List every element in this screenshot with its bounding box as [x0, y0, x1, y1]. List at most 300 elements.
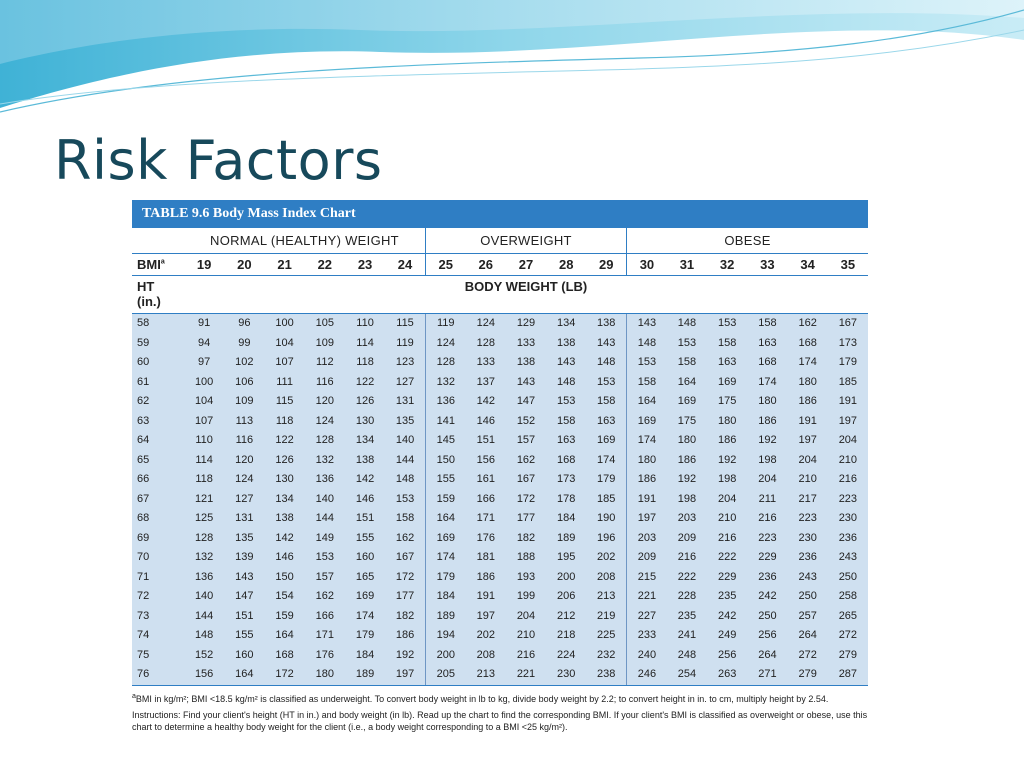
- weight-cell: 169: [345, 587, 385, 607]
- weight-cell: 225: [586, 626, 626, 646]
- weight-cell: 140: [385, 431, 425, 451]
- weight-cell: 180: [627, 451, 667, 471]
- weight-cell: 250: [788, 587, 828, 607]
- weight-cell: 258: [828, 587, 868, 607]
- weight-cell: 227: [627, 607, 667, 627]
- table-row: [132, 373, 868, 393]
- weight-cell: 100: [184, 373, 224, 393]
- weight-cell: 236: [747, 568, 787, 588]
- weight-cell: 169: [707, 373, 747, 393]
- weight-cell: 179: [586, 470, 626, 490]
- weight-cell: 188: [506, 548, 546, 568]
- weight-cell: 189: [425, 607, 465, 627]
- weight-cell: 114: [184, 451, 224, 471]
- weight-cell: 172: [385, 568, 425, 588]
- weight-cell: 223: [747, 529, 787, 549]
- weight-cell: 243: [788, 568, 828, 588]
- weight-cell: 172: [264, 665, 304, 685]
- height-value: 58: [132, 314, 184, 334]
- slide-title: Risk Factors: [54, 129, 383, 186]
- weight-cell: 142: [264, 529, 304, 549]
- weight-cell: 179: [425, 568, 465, 588]
- weight-cell: 135: [224, 529, 264, 549]
- bmi-value: 20: [224, 254, 264, 276]
- weight-cell: 203: [627, 529, 667, 549]
- weight-cell: 115: [264, 392, 304, 412]
- table-panel: [120, 190, 886, 750]
- weight-cell: 110: [184, 431, 224, 451]
- weight-cell: 169: [627, 412, 667, 432]
- weight-cell: 130: [345, 412, 385, 432]
- height-value: 61: [132, 373, 184, 393]
- table-row: [132, 392, 868, 412]
- weight-cell: 110: [345, 314, 385, 334]
- weight-cell: 182: [506, 529, 546, 549]
- weight-cell: 104: [184, 392, 224, 412]
- bmi-table-body: [132, 314, 868, 685]
- table-row: [132, 509, 868, 529]
- weight-cell: 111: [264, 373, 304, 393]
- weight-cell: 132: [184, 548, 224, 568]
- weight-cell: 186: [788, 392, 828, 412]
- height-value: 70: [132, 548, 184, 568]
- weight-cell: 105: [305, 314, 345, 334]
- weight-cell: 192: [667, 470, 707, 490]
- weight-cell: 158: [707, 334, 747, 354]
- height-label-line2: (in.): [137, 294, 161, 309]
- weight-cell: 156: [184, 665, 224, 685]
- table-row: [132, 353, 868, 373]
- weight-cell: 185: [586, 490, 626, 510]
- weight-cell: 235: [667, 607, 707, 627]
- weight-cell: 209: [627, 548, 667, 568]
- weight-cell: 180: [747, 392, 787, 412]
- bmi-value: 32: [707, 254, 747, 276]
- height-header-row: [132, 276, 868, 314]
- weight-cell: 128: [184, 529, 224, 549]
- weight-cell: 104: [264, 334, 304, 354]
- weight-cell: 222: [667, 568, 707, 588]
- weight-cell: 164: [425, 509, 465, 529]
- weight-cell: 230: [546, 665, 586, 685]
- weight-cell: 147: [224, 587, 264, 607]
- weight-cell: 138: [546, 334, 586, 354]
- weight-cell: 129: [506, 314, 546, 334]
- category-overweight: OVERWEIGHT: [425, 228, 626, 254]
- weight-cell: 133: [466, 353, 506, 373]
- weight-cell: 256: [707, 646, 747, 666]
- weight-cell: 124: [466, 314, 506, 334]
- weight-cell: 186: [466, 568, 506, 588]
- weight-cell: 115: [385, 314, 425, 334]
- weight-cell: 279: [828, 646, 868, 666]
- weight-cell: 264: [747, 646, 787, 666]
- weight-cell: 184: [425, 587, 465, 607]
- weight-cell: 130: [264, 470, 304, 490]
- weight-cell: 210: [788, 470, 828, 490]
- weight-cell: 138: [586, 314, 626, 334]
- weight-cell: 158: [546, 412, 586, 432]
- weight-cell: 163: [546, 431, 586, 451]
- category-header-spacer: [132, 228, 184, 254]
- weight-cell: 128: [466, 334, 506, 354]
- weight-cell: 118: [345, 353, 385, 373]
- weight-cell: 163: [707, 353, 747, 373]
- weight-cell: 180: [305, 665, 345, 685]
- weight-cell: 213: [586, 587, 626, 607]
- weight-cell: 168: [788, 334, 828, 354]
- weight-cell: 94: [184, 334, 224, 354]
- weight-cell: 144: [385, 451, 425, 471]
- weight-cell: 169: [425, 529, 465, 549]
- weight-cell: 153: [546, 392, 586, 412]
- weight-cell: 179: [828, 353, 868, 373]
- weight-cell: 144: [184, 607, 224, 627]
- weight-cell: 151: [466, 431, 506, 451]
- weight-cell: 168: [264, 646, 304, 666]
- weight-cell: 146: [345, 490, 385, 510]
- weight-cell: 189: [546, 529, 586, 549]
- height-label: [132, 276, 184, 314]
- header-wave-decoration: [0, 0, 1024, 120]
- weight-cell: 97: [184, 353, 224, 373]
- weight-cell: 134: [264, 490, 304, 510]
- weight-cell: 114: [345, 334, 385, 354]
- weight-cell: 153: [707, 314, 747, 334]
- weight-cell: 204: [747, 470, 787, 490]
- weight-cell: 151: [345, 509, 385, 529]
- weight-cell: 153: [586, 373, 626, 393]
- weight-cell: 171: [466, 509, 506, 529]
- height-value: 73: [132, 607, 184, 627]
- weight-cell: 151: [224, 607, 264, 627]
- weight-cell: 164: [264, 626, 304, 646]
- weight-cell: 232: [586, 646, 626, 666]
- weight-cell: 138: [506, 353, 546, 373]
- table-row: [132, 626, 868, 646]
- height-value: 76: [132, 665, 184, 685]
- weight-cell: 192: [385, 646, 425, 666]
- weight-cell: 182: [385, 607, 425, 627]
- weight-cell: 181: [466, 548, 506, 568]
- bmi-value: 29: [586, 254, 626, 276]
- bmi-value: 35: [828, 254, 868, 276]
- weight-cell: 197: [627, 509, 667, 529]
- weight-cell: 173: [828, 334, 868, 354]
- weight-cell: 148: [667, 314, 707, 334]
- weight-cell: 224: [546, 646, 586, 666]
- weight-cell: 158: [385, 509, 425, 529]
- weight-cell: 128: [305, 431, 345, 451]
- weight-cell: 230: [788, 529, 828, 549]
- table-row: [132, 607, 868, 627]
- bmi-value: 21: [264, 254, 304, 276]
- weight-cell: 195: [546, 548, 586, 568]
- height-label-line1: HT: [137, 279, 155, 294]
- weight-cell: 144: [305, 509, 345, 529]
- weight-cell: 213: [466, 665, 506, 685]
- weight-cell: 219: [586, 607, 626, 627]
- table-row: [132, 568, 868, 588]
- weight-cell: 216: [828, 470, 868, 490]
- weight-cell: 166: [466, 490, 506, 510]
- weight-cell: 119: [425, 314, 465, 334]
- weight-cell: 131: [385, 392, 425, 412]
- weight-cell: 177: [385, 587, 425, 607]
- height-value: 72: [132, 587, 184, 607]
- weight-cell: 176: [466, 529, 506, 549]
- weight-cell: 235: [707, 587, 747, 607]
- bmi-label: BMI$^a$: [132, 254, 184, 276]
- weight-cell: 107: [264, 353, 304, 373]
- weight-cell: 116: [224, 431, 264, 451]
- weight-cell: 179: [345, 626, 385, 646]
- weight-cell: 157: [305, 568, 345, 588]
- table-row: [132, 490, 868, 510]
- weight-cell: 100: [264, 314, 304, 334]
- bmi-value: 26: [466, 254, 506, 276]
- weight-cell: 127: [224, 490, 264, 510]
- weight-cell: 175: [667, 412, 707, 432]
- weight-cell: 128: [425, 353, 465, 373]
- weight-cell: 203: [667, 509, 707, 529]
- height-value: 59: [132, 334, 184, 354]
- weight-cell: 198: [747, 451, 787, 471]
- height-value: 71: [132, 568, 184, 588]
- weight-cell: 216: [506, 646, 546, 666]
- weight-cell: 238: [586, 665, 626, 685]
- weight-cell: 272: [828, 626, 868, 646]
- weight-cell: 164: [667, 373, 707, 393]
- weight-cell: 208: [466, 646, 506, 666]
- table-row: [132, 646, 868, 666]
- weight-cell: 223: [788, 509, 828, 529]
- weight-cell: 127: [385, 373, 425, 393]
- weight-cell: 153: [667, 334, 707, 354]
- weight-cell: 196: [586, 529, 626, 549]
- table-caption: TABLE 9.6 Body Mass Index Chart: [132, 200, 868, 228]
- weight-cell: 124: [305, 412, 345, 432]
- weight-cell: 132: [305, 451, 345, 471]
- table-row: [132, 587, 868, 607]
- weight-cell: 143: [506, 373, 546, 393]
- table-row: [132, 412, 868, 432]
- weight-cell: 143: [224, 568, 264, 588]
- bmi-value: 34: [788, 254, 828, 276]
- weight-cell: 236: [828, 529, 868, 549]
- weight-cell: 150: [425, 451, 465, 471]
- weight-cell: 197: [788, 431, 828, 451]
- weight-cell: 158: [667, 353, 707, 373]
- weight-cell: 147: [506, 392, 546, 412]
- weight-cell: 150: [264, 568, 304, 588]
- bmi-value: 30: [627, 254, 667, 276]
- weight-cell: 185: [828, 373, 868, 393]
- weight-cell: 246: [627, 665, 667, 685]
- height-value: 66: [132, 470, 184, 490]
- weight-cell: 136: [184, 568, 224, 588]
- weight-cell: 178: [546, 490, 586, 510]
- weight-cell: 164: [627, 392, 667, 412]
- weight-cell: 248: [667, 646, 707, 666]
- weight-cell: 152: [184, 646, 224, 666]
- bmi-value: 27: [506, 254, 546, 276]
- bmi-table-figure: [132, 200, 868, 737]
- height-value: 60: [132, 353, 184, 373]
- weight-cell: 197: [828, 412, 868, 432]
- weight-cell: 133: [506, 334, 546, 354]
- weight-cell: 166: [305, 607, 345, 627]
- weight-cell: 121: [184, 490, 224, 510]
- weight-cell: 241: [667, 626, 707, 646]
- weight-cell: 136: [305, 470, 345, 490]
- weight-cell: 134: [546, 314, 586, 334]
- weight-cell: 119: [385, 334, 425, 354]
- height-value: 74: [132, 626, 184, 646]
- body-weight-label: BODY WEIGHT (LB): [464, 279, 588, 294]
- weight-cell: 159: [264, 607, 304, 627]
- weight-cell: 217: [788, 490, 828, 510]
- weight-cell: 96: [224, 314, 264, 334]
- weight-cell: 157: [506, 431, 546, 451]
- weight-cell: 118: [264, 412, 304, 432]
- category-obese: OBESE: [627, 228, 868, 254]
- weight-cell: 158: [627, 373, 667, 393]
- height-value: 75: [132, 646, 184, 666]
- weight-cell: 174: [627, 431, 667, 451]
- weight-cell: 169: [667, 392, 707, 412]
- weight-cell: 148: [546, 373, 586, 393]
- weight-cell: 138: [345, 451, 385, 471]
- weight-cell: 134: [345, 431, 385, 451]
- weight-cell: 230: [828, 509, 868, 529]
- weight-cell: 263: [707, 665, 747, 685]
- weight-cell: 161: [466, 470, 506, 490]
- weight-cell: 135: [385, 412, 425, 432]
- height-value: 62: [132, 392, 184, 412]
- weight-cell: 204: [506, 607, 546, 627]
- weight-cell: 143: [586, 334, 626, 354]
- weight-cell: 180: [788, 373, 828, 393]
- weight-cell: 120: [305, 392, 345, 412]
- footnote: $^a$BMI in kg/m²; BMI <18.5 kg/m² is classified as underweight. To convert body weight in lb to kg, divide body weight by 2.2; to convert height in in. to cm, multiply height by 2.54.: [132, 692, 829, 704]
- weight-cell: 126: [345, 392, 385, 412]
- weight-cell: 139: [224, 548, 264, 568]
- weight-cell: 186: [667, 451, 707, 471]
- weight-cell: 173: [546, 470, 586, 490]
- bmi-value: 25: [425, 254, 465, 276]
- height-value: 68: [132, 509, 184, 529]
- weight-cell: 131: [224, 509, 264, 529]
- weight-cell: 229: [707, 568, 747, 588]
- table-row: [132, 431, 868, 451]
- weight-cell: 112: [305, 353, 345, 373]
- weight-cell: 153: [385, 490, 425, 510]
- weight-cell: 171: [305, 626, 345, 646]
- weight-cell: 109: [305, 334, 345, 354]
- weight-cell: 116: [305, 373, 345, 393]
- weight-cell: 204: [788, 451, 828, 471]
- weight-cell: 191: [627, 490, 667, 510]
- table-row: [132, 314, 868, 334]
- weight-cell: 180: [707, 412, 747, 432]
- weight-cell: 193: [506, 568, 546, 588]
- weight-cell: 184: [546, 509, 586, 529]
- weight-cell: 256: [747, 626, 787, 646]
- weight-cell: 180: [667, 431, 707, 451]
- height-value: 67: [132, 490, 184, 510]
- weight-cell: 174: [345, 607, 385, 627]
- weight-cell: 210: [707, 509, 747, 529]
- category-header-row: [132, 228, 868, 254]
- weight-cell: 210: [506, 626, 546, 646]
- weight-cell: 155: [425, 470, 465, 490]
- weight-cell: 287: [828, 665, 868, 685]
- weight-cell: 162: [788, 314, 828, 334]
- weight-cell: 159: [425, 490, 465, 510]
- weight-cell: 118: [184, 470, 224, 490]
- category-normal: NORMAL (HEALTHY) WEIGHT: [184, 228, 425, 254]
- weight-cell: 184: [345, 646, 385, 666]
- weight-cell: 265: [828, 607, 868, 627]
- weight-cell: 155: [224, 626, 264, 646]
- weight-cell: 120: [224, 451, 264, 471]
- weight-cell: 174: [586, 451, 626, 471]
- weight-cell: 212: [546, 607, 586, 627]
- instructions: Instructions: Find your client's height (HT in in.) and body weight (in lb). Read up the chart to find the corresponding BMI. If your client's BMI is classified as overweight or obese, use this chart to determine a healthy body weight for the client (i.e., a body weight corresponding to a BMI <25 kg/m²).: [132, 709, 868, 732]
- weight-cell: 167: [506, 470, 546, 490]
- weight-cell: 197: [466, 607, 506, 627]
- weight-cell: 228: [667, 587, 707, 607]
- weight-cell: 215: [627, 568, 667, 588]
- bmi-value: 19: [184, 254, 224, 276]
- table-row: [132, 548, 868, 568]
- bmi-value: 24: [385, 254, 425, 276]
- weight-cell: 233: [627, 626, 667, 646]
- table-row: [132, 665, 868, 685]
- weight-cell: 190: [586, 509, 626, 529]
- bmi-table: [132, 228, 868, 685]
- weight-cell: 202: [466, 626, 506, 646]
- weight-cell: 123: [385, 353, 425, 373]
- weight-cell: 176: [305, 646, 345, 666]
- weight-cell: 200: [546, 568, 586, 588]
- weight-cell: 169: [586, 431, 626, 451]
- weight-cell: 199: [506, 587, 546, 607]
- height-value: 64: [132, 431, 184, 451]
- weight-cell: 148: [586, 353, 626, 373]
- weight-cell: 136: [425, 392, 465, 412]
- weight-cell: 194: [425, 626, 465, 646]
- weight-cell: 240: [627, 646, 667, 666]
- weight-cell: 146: [264, 548, 304, 568]
- weight-cell: 189: [345, 665, 385, 685]
- weight-cell: 216: [707, 529, 747, 549]
- weight-cell: 257: [788, 607, 828, 627]
- weight-cell: 175: [707, 392, 747, 412]
- weight-cell: 160: [224, 646, 264, 666]
- weight-cell: 146: [466, 412, 506, 432]
- weight-cell: 264: [788, 626, 828, 646]
- weight-cell: 165: [345, 568, 385, 588]
- weight-cell: 216: [747, 509, 787, 529]
- bmi-value: 22: [305, 254, 345, 276]
- weight-cell: 221: [627, 587, 667, 607]
- weight-cell: 145: [425, 431, 465, 451]
- weight-cell: 168: [747, 353, 787, 373]
- weight-cell: 160: [345, 548, 385, 568]
- weight-cell: 242: [747, 587, 787, 607]
